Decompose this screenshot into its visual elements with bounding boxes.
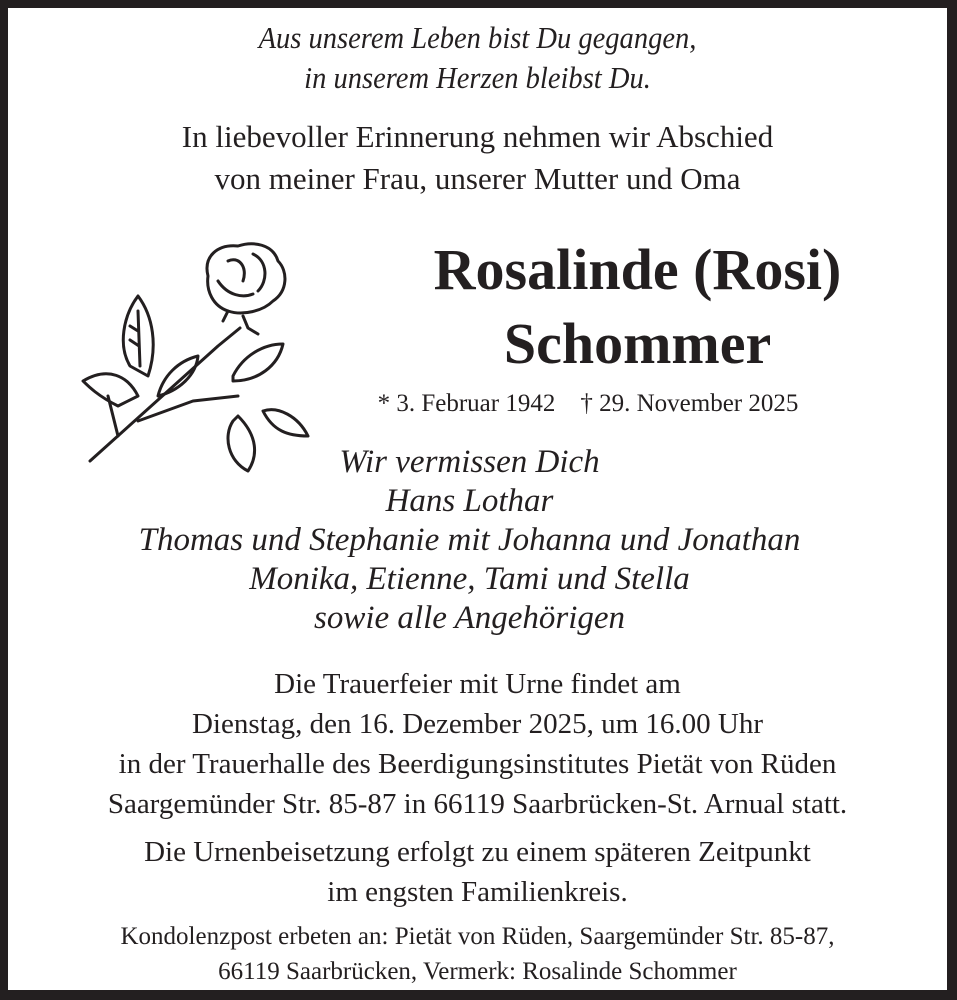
motto-line-1: Aus unserem Leben bist Du gegangen,: [258, 20, 697, 55]
footer-line-2: 66119 Saarbrücken, Vermerk: Rosalinde Schommer: [218, 958, 737, 985]
mourner-line-5: sowie alle Angehörigen: [313, 600, 626, 636]
burial-line-2: im engsten Familienkreis.: [327, 876, 628, 908]
ceremony-line-4: Saargemünder Str. 85-87 in 66119 Saarbrücken-St. Arnual statt.: [107, 788, 848, 820]
intro-line-1: In liebevoller Erinnerung nehmen wir Abschied: [181, 119, 774, 154]
intro-line-2: von meiner Frau, unserer Mutter und Oma: [214, 161, 741, 196]
ceremony-line-3: in der Trauerhalle des Beerdigungsinstitutes Pietät von Rüden: [118, 748, 837, 780]
deceased-name-line-1: Rosalinde (Rosi): [433, 237, 842, 302]
life-dates: [328, 390, 848, 418]
mourner-line-4: Monika, Etienne, Tami und Stella: [249, 561, 690, 597]
ceremony-line-1: Die Trauerfeier mit Urne findet am: [274, 668, 681, 700]
obituary-notice: [8, 8, 947, 990]
deceased-name-line-2: Schommer: [503, 311, 772, 376]
death-date: † 29. November 2025: [580, 390, 799, 417]
birth-date: * 3. Februar 1942: [377, 390, 556, 417]
mourner-line-1: Wir vermissen Dich: [339, 444, 600, 480]
mourner-line-2: Hans Lothar: [385, 483, 554, 519]
ceremony-line-2: Dienstag, den 16. Dezember 2025, um 16.00 Uhr: [191, 708, 763, 740]
mourner-line-3: Thomas und Stephanie mit Johanna und Jonathan: [138, 522, 801, 558]
footer-line-1: Kondolenzpost erbeten an: Pietät von Rüden, Saargemünder Str. 85-87,: [120, 923, 835, 950]
burial-line-1: Die Urnenbeisetzung erfolgt zu einem späteren Zeitpunkt: [144, 836, 811, 868]
motto-line-2: in unserem Herzen bleibst Du.: [304, 60, 651, 95]
